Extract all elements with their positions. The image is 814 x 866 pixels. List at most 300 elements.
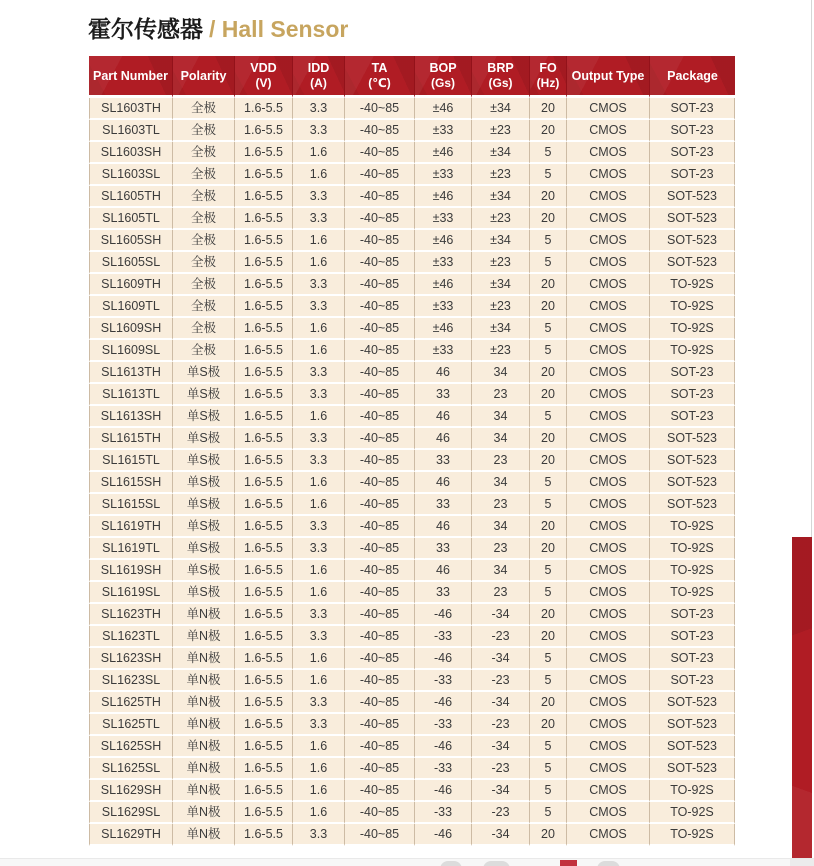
cell-polarity: 单N极: [173, 780, 235, 802]
table-row: [89, 164, 735, 186]
cell-brp: ±34: [472, 318, 530, 340]
cell-idd: 3.3: [293, 714, 345, 736]
cell-fo: 5: [530, 670, 567, 692]
cell-ta: -40~85: [345, 252, 415, 274]
cell-polarity: 单N极: [173, 824, 235, 846]
cell-ta: -40~85: [345, 560, 415, 582]
table-row: [89, 362, 735, 384]
cell-ta: -40~85: [345, 626, 415, 648]
cell-fo: 20: [530, 428, 567, 450]
cell-brp: ±23: [472, 340, 530, 362]
cell-ta: -40~85: [345, 384, 415, 406]
cell-fo: 5: [530, 142, 567, 164]
cell-polarity: 单N极: [173, 670, 235, 692]
page-title-chinese: 霍尔传感器: [88, 16, 203, 42]
cell-ta: -40~85: [345, 296, 415, 318]
cell-vdd: 1.6-5.5: [235, 538, 293, 560]
cell-fo: 20: [530, 516, 567, 538]
cell-fo: 5: [530, 560, 567, 582]
cell-package: SOT-523: [650, 208, 735, 230]
cell-ta: -40~85: [345, 648, 415, 670]
cell-output-type: CMOS: [567, 758, 650, 780]
cell-ta: -40~85: [345, 340, 415, 362]
cell-bop: ±33: [415, 164, 472, 186]
cell-vdd: 1.6-5.5: [235, 450, 293, 472]
cell-part-number: SL1619SH: [89, 560, 173, 582]
cell-polarity: 单S极: [173, 384, 235, 406]
cell-output-type: CMOS: [567, 274, 650, 296]
cell-idd: 3.3: [293, 362, 345, 384]
cell-fo: 20: [530, 692, 567, 714]
cell-idd: 3.3: [293, 186, 345, 208]
cell-idd: 1.6: [293, 648, 345, 670]
table-row: [89, 780, 735, 802]
cell-polarity: 全极: [173, 208, 235, 230]
table-row: [89, 824, 735, 846]
table-row: [89, 120, 735, 142]
column-header-package: Package: [650, 56, 735, 98]
cell-part-number: SL1629TH: [89, 824, 173, 846]
cell-part-number: SL1623SH: [89, 648, 173, 670]
cell-package: SOT-23: [650, 98, 735, 120]
cell-part-number: SL1609SL: [89, 340, 173, 362]
cell-output-type: CMOS: [567, 582, 650, 604]
cell-fo: 5: [530, 582, 567, 604]
cell-bop: 46: [415, 516, 472, 538]
cell-output-type: CMOS: [567, 230, 650, 252]
cell-output-type: CMOS: [567, 494, 650, 516]
cell-output-type: CMOS: [567, 692, 650, 714]
cell-brp: ±23: [472, 296, 530, 318]
cell-part-number: SL1625TH: [89, 692, 173, 714]
cell-ta: -40~85: [345, 670, 415, 692]
cell-bop: ±33: [415, 208, 472, 230]
cell-idd: 1.6: [293, 560, 345, 582]
cell-part-number: SL1609TH: [89, 274, 173, 296]
footer-gray-shape: [483, 861, 510, 866]
cell-part-number: SL1619TH: [89, 516, 173, 538]
cell-vdd: 1.6-5.5: [235, 340, 293, 362]
cell-fo: 5: [530, 406, 567, 428]
cell-output-type: CMOS: [567, 142, 650, 164]
cell-ta: -40~85: [345, 802, 415, 824]
cell-ta: -40~85: [345, 758, 415, 780]
cell-ta: -40~85: [345, 824, 415, 846]
cell-idd: 1.6: [293, 494, 345, 516]
cell-polarity: 单S极: [173, 582, 235, 604]
cell-polarity: 单N极: [173, 692, 235, 714]
table-row: [89, 340, 735, 362]
cell-polarity: 单N极: [173, 758, 235, 780]
cell-brp: 34: [472, 362, 530, 384]
table-row: [89, 538, 735, 560]
cell-part-number: SL1615TH: [89, 428, 173, 450]
cell-package: SOT-23: [650, 626, 735, 648]
table-row: [89, 450, 735, 472]
cell-idd: 3.3: [293, 98, 345, 120]
cell-fo: 5: [530, 472, 567, 494]
cell-fo: 20: [530, 538, 567, 560]
cell-package: SOT-23: [650, 648, 735, 670]
cell-polarity: 单S极: [173, 472, 235, 494]
table-row: [89, 648, 735, 670]
cell-part-number: SL1603SL: [89, 164, 173, 186]
cell-brp: ±34: [472, 142, 530, 164]
cell-brp: ±34: [472, 98, 530, 120]
page-title: [88, 11, 348, 44]
cell-fo: 5: [530, 230, 567, 252]
table-row: [89, 626, 735, 648]
cell-package: SOT-523: [650, 252, 735, 274]
cell-brp: -34: [472, 780, 530, 802]
table-row: [89, 604, 735, 626]
cell-ta: -40~85: [345, 604, 415, 626]
cell-vdd: 1.6-5.5: [235, 164, 293, 186]
spec-table-container: [89, 56, 735, 846]
cell-idd: 3.3: [293, 604, 345, 626]
cell-bop: 46: [415, 472, 472, 494]
cell-package: SOT-523: [650, 186, 735, 208]
cell-polarity: 全极: [173, 318, 235, 340]
cell-vdd: 1.6-5.5: [235, 384, 293, 406]
cell-package: SOT-23: [650, 164, 735, 186]
cell-brp: ±34: [472, 274, 530, 296]
cell-idd: 1.6: [293, 142, 345, 164]
cell-brp: -34: [472, 648, 530, 670]
cell-ta: -40~85: [345, 714, 415, 736]
cell-polarity: 单S极: [173, 538, 235, 560]
cell-bop: ±33: [415, 340, 472, 362]
cell-part-number: SL1629SH: [89, 780, 173, 802]
cell-ta: -40~85: [345, 98, 415, 120]
cell-vdd: 1.6-5.5: [235, 362, 293, 384]
footer-right-pad: [790, 859, 814, 866]
cell-vdd: 1.6-5.5: [235, 626, 293, 648]
cell-fo: 20: [530, 626, 567, 648]
table-row: [89, 208, 735, 230]
cell-vdd: 1.6-5.5: [235, 670, 293, 692]
cell-bop: -33: [415, 758, 472, 780]
cell-fo: 20: [530, 362, 567, 384]
cell-package: TO-92S: [650, 274, 735, 296]
cell-package: SOT-523: [650, 230, 735, 252]
cell-idd: 3.3: [293, 692, 345, 714]
cell-ta: -40~85: [345, 230, 415, 252]
cell-output-type: CMOS: [567, 824, 650, 846]
cell-bop: 33: [415, 538, 472, 560]
cell-vdd: 1.6-5.5: [235, 604, 293, 626]
cell-output-type: CMOS: [567, 296, 650, 318]
cell-package: SOT-523: [650, 494, 735, 516]
cell-idd: 1.6: [293, 472, 345, 494]
cell-polarity: 单S极: [173, 362, 235, 384]
cell-polarity: 全极: [173, 274, 235, 296]
cell-bop: 46: [415, 362, 472, 384]
cell-polarity: 全极: [173, 142, 235, 164]
cell-brp: 23: [472, 384, 530, 406]
table-row: [89, 670, 735, 692]
cell-fo: 20: [530, 296, 567, 318]
cell-ta: -40~85: [345, 538, 415, 560]
cell-package: SOT-23: [650, 384, 735, 406]
cell-output-type: CMOS: [567, 736, 650, 758]
cell-fo: 20: [530, 450, 567, 472]
cell-vdd: 1.6-5.5: [235, 98, 293, 120]
cell-vdd: 1.6-5.5: [235, 142, 293, 164]
cell-part-number: SL1603SH: [89, 142, 173, 164]
cell-output-type: CMOS: [567, 164, 650, 186]
cell-idd: 3.3: [293, 824, 345, 846]
cell-ta: -40~85: [345, 318, 415, 340]
cell-bop: -46: [415, 604, 472, 626]
cell-brp: -23: [472, 626, 530, 648]
cell-vdd: 1.6-5.5: [235, 296, 293, 318]
cell-output-type: CMOS: [567, 802, 650, 824]
cell-bop: -46: [415, 780, 472, 802]
cell-package: SOT-23: [650, 670, 735, 692]
cell-part-number: SL1603TL: [89, 120, 173, 142]
cell-bop: -46: [415, 736, 472, 758]
column-header-ta: TA (℃): [345, 56, 415, 98]
cell-ta: -40~85: [345, 274, 415, 296]
cell-part-number: SL1615TL: [89, 450, 173, 472]
cell-ta: -40~85: [345, 428, 415, 450]
cell-polarity: 全极: [173, 164, 235, 186]
cell-fo: 5: [530, 736, 567, 758]
cell-polarity: 全极: [173, 186, 235, 208]
cell-part-number: SL1605SH: [89, 230, 173, 252]
cell-brp: ±34: [472, 186, 530, 208]
cell-part-number: SL1605TH: [89, 186, 173, 208]
table-row: [89, 494, 735, 516]
cell-package: SOT-523: [650, 736, 735, 758]
cell-output-type: CMOS: [567, 472, 650, 494]
cell-fo: 20: [530, 98, 567, 120]
cell-package: SOT-523: [650, 758, 735, 780]
cell-vdd: 1.6-5.5: [235, 230, 293, 252]
column-header-vdd: VDD (V): [235, 56, 293, 98]
table-row: [89, 98, 735, 120]
cell-ta: -40~85: [345, 736, 415, 758]
cell-ta: -40~85: [345, 472, 415, 494]
cell-idd: 1.6: [293, 670, 345, 692]
table-row: [89, 252, 735, 274]
cell-package: TO-92S: [650, 560, 735, 582]
cell-bop: ±33: [415, 252, 472, 274]
cell-vdd: 1.6-5.5: [235, 736, 293, 758]
cell-part-number: SL1619TL: [89, 538, 173, 560]
cell-vdd: 1.6-5.5: [235, 560, 293, 582]
cell-bop: -46: [415, 648, 472, 670]
column-header-brp: BRP (Gs): [472, 56, 530, 98]
cell-output-type: CMOS: [567, 98, 650, 120]
cell-vdd: 1.6-5.5: [235, 516, 293, 538]
cell-output-type: CMOS: [567, 450, 650, 472]
cell-output-type: CMOS: [567, 384, 650, 406]
cell-fo: 20: [530, 604, 567, 626]
cell-output-type: CMOS: [567, 120, 650, 142]
cell-bop: 33: [415, 494, 472, 516]
cell-output-type: CMOS: [567, 252, 650, 274]
cell-fo: 5: [530, 494, 567, 516]
table-row: [89, 274, 735, 296]
cell-part-number: SL1603TH: [89, 98, 173, 120]
cell-package: TO-92S: [650, 780, 735, 802]
cell-package: TO-92S: [650, 802, 735, 824]
cell-part-number: SL1625TL: [89, 714, 173, 736]
cell-polarity: 单N极: [173, 626, 235, 648]
column-header-bop: BOP (Gs): [415, 56, 472, 98]
cell-ta: -40~85: [345, 494, 415, 516]
cell-package: SOT-23: [650, 362, 735, 384]
cell-package: TO-92S: [650, 318, 735, 340]
cell-idd: 1.6: [293, 406, 345, 428]
cell-bop: -33: [415, 670, 472, 692]
cell-vdd: 1.6-5.5: [235, 494, 293, 516]
cell-brp: -34: [472, 692, 530, 714]
cell-part-number: SL1613TL: [89, 384, 173, 406]
cell-package: SOT-523: [650, 472, 735, 494]
cell-idd: 1.6: [293, 758, 345, 780]
cell-fo: 20: [530, 120, 567, 142]
cell-brp: 23: [472, 582, 530, 604]
cell-bop: ±33: [415, 120, 472, 142]
cell-fo: 5: [530, 164, 567, 186]
cell-ta: -40~85: [345, 516, 415, 538]
cell-output-type: CMOS: [567, 538, 650, 560]
table-row: [89, 384, 735, 406]
cell-part-number: SL1609TL: [89, 296, 173, 318]
cell-ta: -40~85: [345, 450, 415, 472]
cell-bop: -33: [415, 714, 472, 736]
cell-idd: 3.3: [293, 516, 345, 538]
cell-part-number: SL1613SH: [89, 406, 173, 428]
table-row: [89, 230, 735, 252]
cell-output-type: CMOS: [567, 604, 650, 626]
cell-polarity: 单S极: [173, 516, 235, 538]
cell-fo: 5: [530, 802, 567, 824]
cell-ta: -40~85: [345, 692, 415, 714]
cell-vdd: 1.6-5.5: [235, 648, 293, 670]
table-row: [89, 318, 735, 340]
table-row: [89, 802, 735, 824]
table-row: [89, 296, 735, 318]
cell-ta: -40~85: [345, 120, 415, 142]
table-body: [89, 98, 735, 846]
cell-brp: 23: [472, 538, 530, 560]
cell-brp: ±23: [472, 208, 530, 230]
cell-idd: 3.3: [293, 428, 345, 450]
cell-fo: 5: [530, 318, 567, 340]
cell-fo: 5: [530, 648, 567, 670]
cell-vdd: 1.6-5.5: [235, 208, 293, 230]
cell-ta: -40~85: [345, 362, 415, 384]
cell-fo: 5: [530, 340, 567, 362]
cell-idd: 3.3: [293, 450, 345, 472]
cell-vdd: 1.6-5.5: [235, 692, 293, 714]
cell-vdd: 1.6-5.5: [235, 802, 293, 824]
cell-vdd: 1.6-5.5: [235, 406, 293, 428]
cell-brp: -34: [472, 824, 530, 846]
cell-vdd: 1.6-5.5: [235, 582, 293, 604]
table-row: [89, 692, 735, 714]
cell-part-number: SL1615SL: [89, 494, 173, 516]
table-row: [89, 516, 735, 538]
cell-brp: 23: [472, 494, 530, 516]
cell-part-number: SL1623SL: [89, 670, 173, 692]
cell-idd: 1.6: [293, 802, 345, 824]
cell-polarity: 全极: [173, 340, 235, 362]
cell-package: SOT-23: [650, 142, 735, 164]
cell-fo: 20: [530, 714, 567, 736]
cell-brp: ±34: [472, 230, 530, 252]
cell-idd: 1.6: [293, 340, 345, 362]
cell-ta: -40~85: [345, 780, 415, 802]
cell-output-type: CMOS: [567, 208, 650, 230]
cell-fo: 20: [530, 274, 567, 296]
cell-bop: 46: [415, 406, 472, 428]
footer-red-shape: [560, 860, 577, 866]
cell-polarity: 全极: [173, 98, 235, 120]
cell-brp: 34: [472, 428, 530, 450]
cell-idd: 3.3: [293, 384, 345, 406]
table-header-row: [89, 56, 735, 98]
cell-output-type: CMOS: [567, 362, 650, 384]
cell-package: SOT-23: [650, 406, 735, 428]
cell-brp: -23: [472, 670, 530, 692]
cell-part-number: SL1613TH: [89, 362, 173, 384]
cell-bop: -33: [415, 802, 472, 824]
cell-part-number: SL1619SL: [89, 582, 173, 604]
cell-vdd: 1.6-5.5: [235, 186, 293, 208]
cell-brp: 34: [472, 406, 530, 428]
cell-fo: 5: [530, 758, 567, 780]
cell-polarity: 单N极: [173, 648, 235, 670]
cell-output-type: CMOS: [567, 406, 650, 428]
cell-bop: -46: [415, 692, 472, 714]
cell-brp: -23: [472, 714, 530, 736]
cell-part-number: SL1615SH: [89, 472, 173, 494]
hall-sensor-spec-table: [89, 56, 735, 846]
cell-package: TO-92S: [650, 824, 735, 846]
cell-bop: -33: [415, 626, 472, 648]
cell-bop: -46: [415, 824, 472, 846]
cell-vdd: 1.6-5.5: [235, 428, 293, 450]
cell-idd: 1.6: [293, 780, 345, 802]
cell-brp: ±23: [472, 120, 530, 142]
cell-bop: 46: [415, 560, 472, 582]
cell-package: TO-92S: [650, 582, 735, 604]
cell-fo: 20: [530, 824, 567, 846]
cell-bop: ±46: [415, 318, 472, 340]
cell-brp: ±23: [472, 252, 530, 274]
cell-idd: 3.3: [293, 626, 345, 648]
table-row: [89, 736, 735, 758]
cell-output-type: CMOS: [567, 428, 650, 450]
cell-vdd: 1.6-5.5: [235, 824, 293, 846]
cell-bop: 33: [415, 582, 472, 604]
cell-bop: ±46: [415, 98, 472, 120]
cell-polarity: 全极: [173, 252, 235, 274]
cell-vdd: 1.6-5.5: [235, 120, 293, 142]
cell-fo: 20: [530, 384, 567, 406]
cell-output-type: CMOS: [567, 516, 650, 538]
cell-vdd: 1.6-5.5: [235, 274, 293, 296]
cell-idd: 3.3: [293, 296, 345, 318]
cell-idd: 3.3: [293, 274, 345, 296]
column-header-output-type: Output Type: [567, 56, 650, 98]
cell-idd: 1.6: [293, 736, 345, 758]
